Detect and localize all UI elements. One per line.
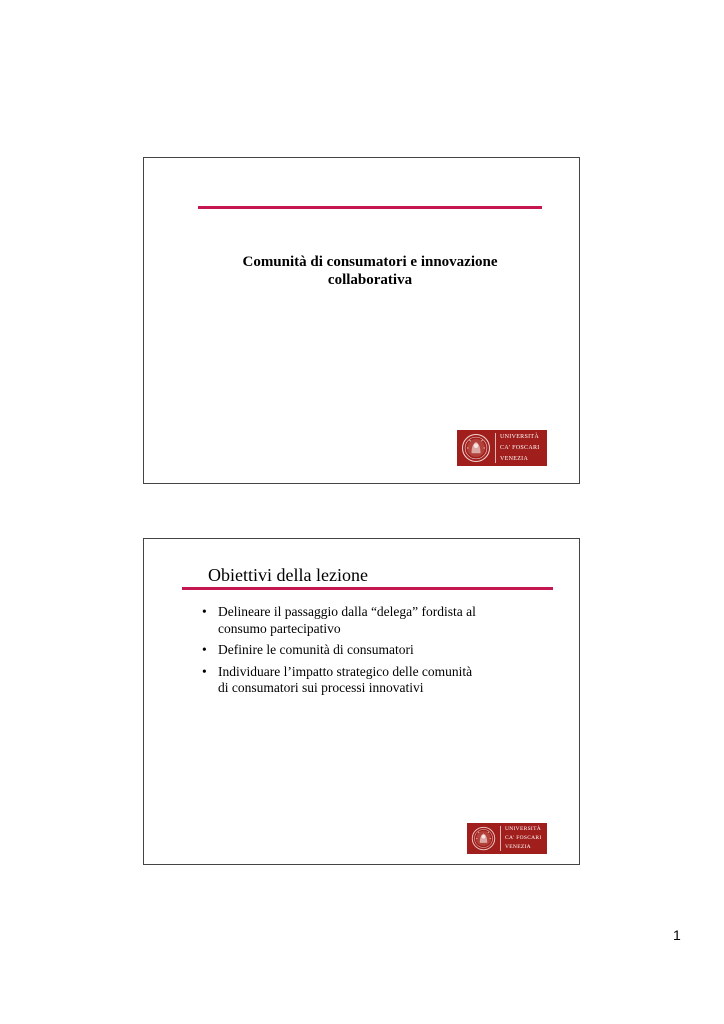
logo-divider [500, 826, 501, 851]
logo-word: UNIVERSITÀ [505, 826, 541, 832]
logo-word: CA' FOSCARI [500, 445, 540, 451]
logo-word: CA' FOSCARI [505, 835, 542, 841]
bullet-item [202, 664, 542, 697]
logo-wordmark [505, 826, 542, 851]
title-line: collaborativa [327, 272, 413, 288]
slide-title-text [184, 253, 556, 289]
header-rule [198, 206, 542, 209]
bullet-line: di consumatori sui processi innovativi [218, 680, 424, 695]
bullet-line: Individuare l’impatto strategico delle comunità [218, 663, 473, 679]
bullet-icon: • [202, 642, 207, 657]
bullet-line: Definire le comunità di consumatori [218, 642, 414, 657]
logo-word: VENEZIA [500, 456, 529, 462]
university-seal-icon [461, 433, 491, 463]
logo-word: VENEZIA [505, 844, 531, 850]
logo-word: UNIVERSITÀ [500, 434, 539, 440]
header-rule [182, 587, 553, 590]
university-logo [467, 823, 547, 854]
logo-divider [495, 433, 496, 463]
bullet-line: consumo partecipativo [218, 620, 341, 636]
slide-objectives [143, 538, 580, 865]
bullet-icon: • [202, 604, 207, 619]
logo-wordmark [500, 433, 540, 463]
bullet-icon: • [202, 663, 207, 679]
university-seal-icon [471, 826, 496, 851]
bullet-item [202, 604, 542, 637]
page-number: 1 [673, 927, 681, 943]
title-line: Comunità di consumatori e innovazione [242, 254, 498, 270]
bullet-item [202, 642, 542, 659]
bullet-line: Delineare il passaggio dalla “delega” fordista al [218, 604, 476, 619]
bullet-list [202, 604, 542, 702]
university-logo [457, 430, 547, 466]
slide-title [143, 157, 580, 484]
slide-heading: Obiettivi della lezione [208, 565, 368, 585]
